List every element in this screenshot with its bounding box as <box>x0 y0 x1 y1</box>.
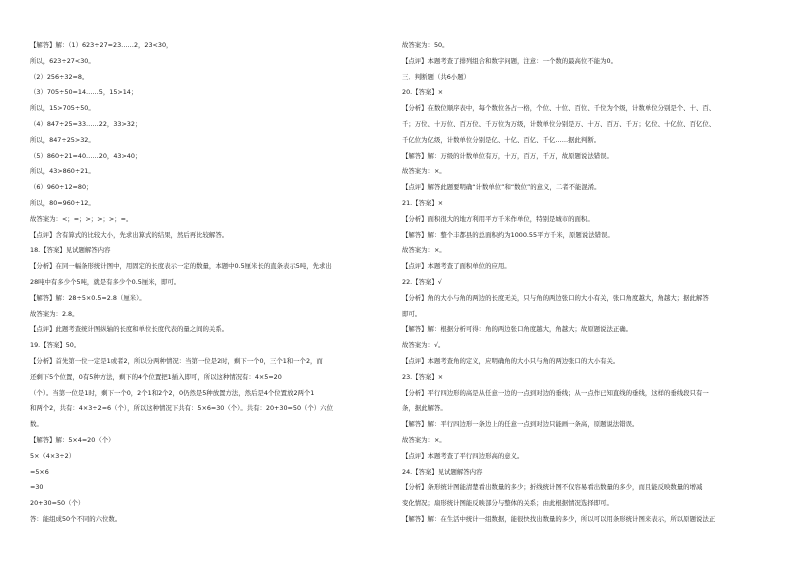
right-text-line: 千；万位、十万位、百万位、千万位为万级，计数单位分别是万、十万、百万、千万；亿位、十亿位、百亿位、 <box>402 119 716 128</box>
right-text-line: 【解答】解：整个丰都县的总面积约为1000.55平方千米，原题说法错误。 <box>402 230 614 239</box>
left-text-line: 故答案为：2.8。 <box>30 309 79 318</box>
left-text-line: 【点评】含有算式的比较大小，先求出算式的结果，然后再比较解答。 <box>30 230 229 239</box>
left-text-line: =5×6 <box>30 467 49 476</box>
left-text-line: 【分析】在同一幅条形统计图中，用固定的长度表示一定的数量，本题中0.5厘米长的直条表示5吨，先求出 <box>30 262 332 271</box>
left-text-line: 数。 <box>30 420 43 429</box>
left-text-line: 5×（4×3÷2） <box>30 451 76 460</box>
left-text-line: （3）705÷50=14……5，15>14； <box>30 88 138 97</box>
right-text-line: 故答案为：×。 <box>402 167 446 176</box>
left-column <box>30 38 386 528</box>
right-text-line: 【点评】解答此题要明确“计数单位”和“数位”的意义，二者不能混淆。 <box>402 183 601 192</box>
right-text-line: 【解答】解：万级的计数单位有万，十万，百万，千万，故原题说法错误。 <box>402 151 613 160</box>
right-text-line: 【点评】本题考查了排列组合和数字问题，注意：一个数的最高位不能为0。 <box>402 56 617 65</box>
right-column <box>402 38 758 528</box>
left-text-line: （4）847÷25=33……22，33>32； <box>30 119 142 128</box>
right-text-line: 【解答】解：根据分析可得：角的两边张口角度越大，角越大；故原题说法正确。 <box>402 325 633 334</box>
left-text-line: 还剩下5个位置，0有5种方法，剩下的4个位置把1插入即可，所以这种情况有：4×5=20 <box>30 372 282 381</box>
left-text-line: 【解答】解：（1）623÷27=23……2，23<30， <box>30 41 173 49</box>
right-text-line: 条，据此解答。 <box>402 404 447 413</box>
left-text-line: （2）256÷32=8。 <box>30 72 89 81</box>
right-text-line: 21.【答案】× <box>402 198 444 207</box>
right-text-line: 故答案为：×。 <box>402 435 446 444</box>
left-text-line: 和两个2，共有：4×3÷2=6（个），所以这种情况下共有：5×6=30（个）。共有：20+30=50（个）六位 <box>30 404 333 413</box>
right-text-line: 【分析】角的大小与角的两边的长度无关，只与角的两边张口的大小有关，张口角度越大，角越大；据此解答 <box>402 293 709 302</box>
right-text-line: 【分析】面积很大的地方利用平方千米作单位，特别是城市的面积。 <box>402 214 594 223</box>
left-text-line: 20+30=50（个） <box>30 499 85 508</box>
left-text-line: 【点评】此题考查统计图纵轴的长度和单位长度代表的量之间的关系。 <box>30 325 229 334</box>
left-text-line: 【分析】首先第一位一定是1或者2，所以分两种情况：当第一位是2时，剩下一个0，三个1和一个2，而 <box>30 356 323 365</box>
right-text-line: 故答案为：50。 <box>402 41 449 49</box>
left-text-line: （6）960÷12=80； <box>30 183 93 192</box>
left-text-line: 所以，15>705÷50。 <box>30 104 95 113</box>
right-text-line: 22.【答案】√ <box>402 277 442 286</box>
right-text-line: 故答案为：×。 <box>402 246 446 255</box>
right-text-line: 【解答】解：平行四边形一条边上的任意一点到对边只能画一条高，原题说法错误。 <box>402 420 639 429</box>
right-text-line: 【解答】解：在生活中统计一组数据，能很快找出数量的多少，所以可以用条形统计图来表示，所以原题说法正 <box>402 514 716 523</box>
left-text-line: 所以，43>860÷21。 <box>30 167 95 176</box>
right-text-line: 【分析】条形统计图能清楚看出数量的多少；折线统计图不仅容易看出数量的多少，而且能反映数量的增减 <box>402 483 703 492</box>
left-text-line: 所以，847÷25>32。 <box>30 135 95 144</box>
right-text-line: 【点评】本题考查了平行四边形高的意义。 <box>402 451 524 460</box>
right-text-line: 23.【答案】× <box>402 372 444 381</box>
left-text-line: 所以，623÷27<30。 <box>30 56 95 65</box>
left-text-line: （个）。当第一位是1时，剩下一个0，2个1和2个2，0仍然是5种放置方法，然后是4个位置放2两个1 <box>30 388 315 397</box>
left-text-line: 答：能组成50个不同的六位数。 <box>30 514 122 523</box>
left-text-line: =30 <box>30 483 44 492</box>
right-text-line: 三．判断题（共6小题） <box>402 72 470 81</box>
right-text-line: 即可。 <box>402 309 422 318</box>
right-text-line: 【分析】在数位顺序表中，每个数位各占一格，个位、十位、百位、千位为个级，计数单位分别是个、十、百、 <box>402 104 716 113</box>
left-text-line: 18.【答案】见试题解答内容 <box>30 246 111 255</box>
left-text-line: 19.【答案】50。 <box>30 341 81 350</box>
right-text-line: 千亿位为亿级，计数单位分别是亿、十亿、百亿、千亿……据此判断。 <box>402 135 601 144</box>
left-text-line: （5）860÷21=40……20，43>40； <box>30 151 142 160</box>
right-text-line: 【分析】平行四边形的高是从任意一边的一点到对边的垂线；从一点作已知直线的垂线，这样的垂线段只有一 <box>402 388 709 397</box>
right-text-line: 变化情况；扇形统计图能反映部分与整体的关系；由此根据情况选择即可。 <box>402 499 613 508</box>
left-text-line: 28吨中有多少个5吨，就是有多少个0.5厘米，即可。 <box>30 277 181 286</box>
left-text-line: 故答案为：<；=；>；>；>；=。 <box>30 214 133 223</box>
right-text-line: 故答案为：√。 <box>402 341 445 350</box>
left-text-line: 【解答】解：28÷5×0.5=2.8（厘米）。 <box>30 293 146 302</box>
right-text-line: 20.【答案】× <box>402 88 444 97</box>
right-text-line: 【点评】本题考查角的定义，应明确角的大小只与角的两边张口的大小有关。 <box>402 356 620 365</box>
right-text-line: 24.【答案】见试题解答内容 <box>402 467 483 476</box>
right-text-line: 【点评】本题考查了面积单位的应用。 <box>402 262 511 271</box>
left-text-line: 所以，80=960÷12。 <box>30 198 95 207</box>
left-text-line: 【解答】解：5×4=20（个） <box>30 435 115 444</box>
